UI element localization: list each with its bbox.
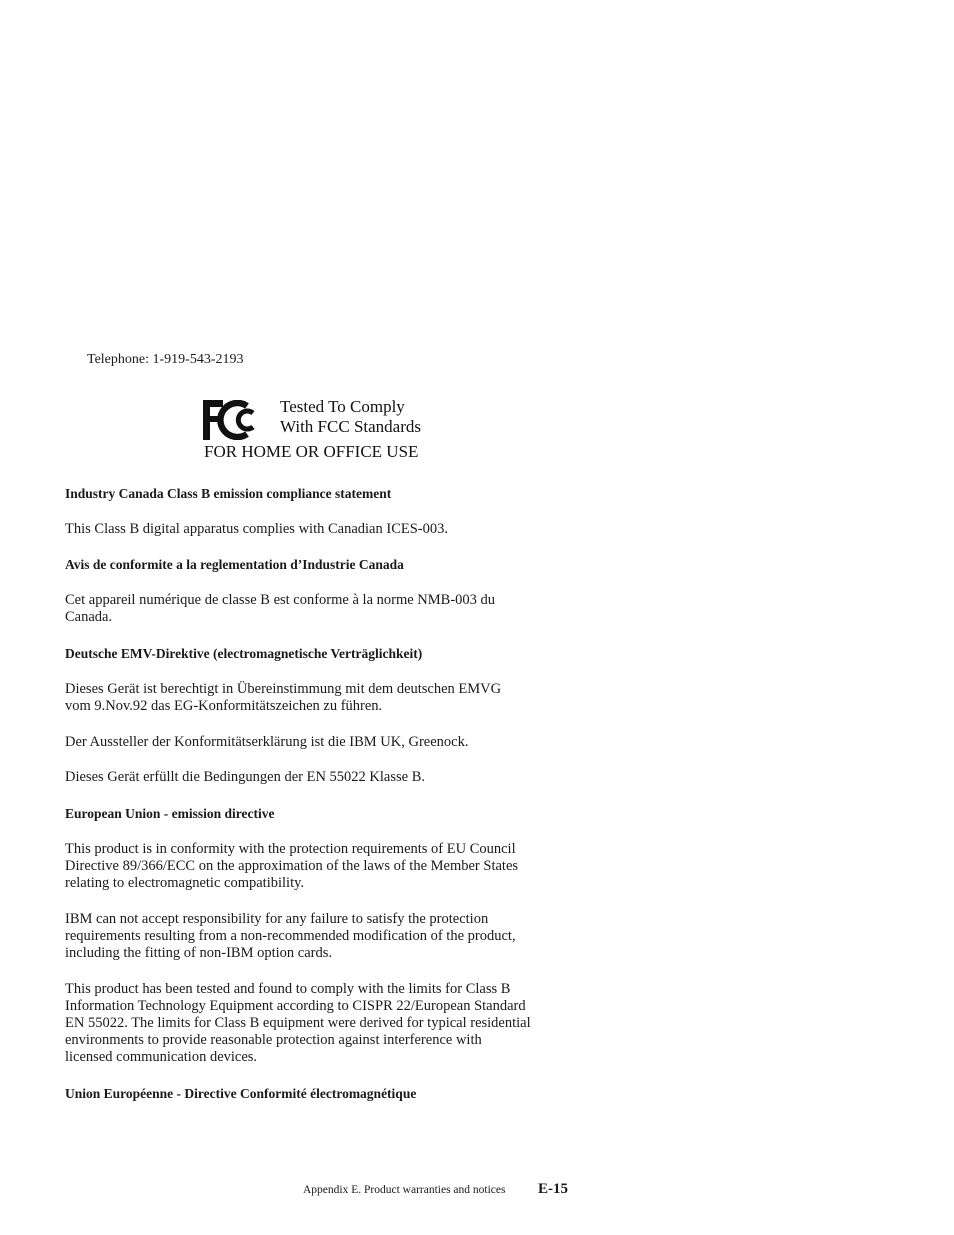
emv-paragraph-1-line-1: Dieses Gerät ist berechtigt in Übereinstimmung mit dem deutschen EMVG xyxy=(65,681,502,697)
avis-text-line-2: Canada. xyxy=(65,609,113,625)
canada-text: This Class B digital apparatus complies with Canadian ICES-003. xyxy=(65,521,448,537)
fcc-block xyxy=(200,396,440,466)
emv-heading: Deutsche EMV-Direktive (electromagnetische Verträglichkeit) xyxy=(65,646,423,661)
footer-page-number: E-15 xyxy=(538,1181,568,1197)
telephone-line: Telephone: 1-919-543-2193 xyxy=(87,352,244,367)
avis-text-line-1: Cet appareil numérique de classe B est conforme à la norme NMB-003 du xyxy=(65,592,496,608)
emv-paragraph-3: Dieses Gerät erfüllt die Bedingungen der EN 55022 Klasse B. xyxy=(65,769,425,785)
fcc-line-2: With FCC Standards xyxy=(280,417,421,436)
eu-paragraph-2-line-3: including the fitting of non-IBM option cards. xyxy=(65,945,333,961)
fcc-line-1: Tested To Comply xyxy=(280,397,405,416)
fcc-line-3: FOR HOME OR OFFICE USE xyxy=(204,442,419,461)
fcc-logo-icon xyxy=(203,400,257,440)
eu-paragraph-3-line-3: EN 55022. The limits for Class B equipment were derived for typical residential xyxy=(65,1015,531,1031)
eu-paragraph-3-line-4: environments to provide reasonable protection against interference with xyxy=(65,1032,482,1048)
emv-paragraph-2: Der Aussteller der Konformitätserklärung ist die IBM UK, Greenock. xyxy=(65,734,469,750)
eu-paragraph-2-line-1: IBM can not accept responsibility for any failure to satisfy the protection xyxy=(65,911,489,927)
eu-paragraph-1-line-3: relating to electromagnetic compatibility. xyxy=(65,875,305,891)
emv-paragraph-1-line-2: vom 9.Nov.92 das EG-Konformitätszeichen zu führen. xyxy=(65,698,383,714)
eu-paragraph-1-line-1: This product is in conformity with the protection requirements of EU Council xyxy=(65,841,516,857)
canada-heading: Industry Canada Class B emission compliance statement xyxy=(65,486,392,501)
avis-heading: Avis de conformite a la reglementation d’Industrie Canada xyxy=(65,557,404,572)
union-heading: Union Européenne - Directive Conformité électromagnétique xyxy=(65,1086,417,1101)
eu-paragraph-3-line-5: licensed communication devices. xyxy=(65,1049,258,1065)
eu-paragraph-3-line-1: This product has been tested and found to comply with the limits for Class B xyxy=(65,981,511,997)
eu-paragraph-1-line-2: Directive 89/366/ECC on the approximation of the laws of the Member States xyxy=(65,858,519,874)
eu-heading: European Union - emission directive xyxy=(65,806,275,821)
eu-paragraph-2-line-2: requirements resulting from a non-recommended modification of the product, xyxy=(65,928,516,944)
footer-section-title: Appendix E. Product warranties and notices xyxy=(303,1184,506,1196)
eu-paragraph-3-line-2: Information Technology Equipment according to CISPR 22/European Standard xyxy=(65,998,526,1014)
